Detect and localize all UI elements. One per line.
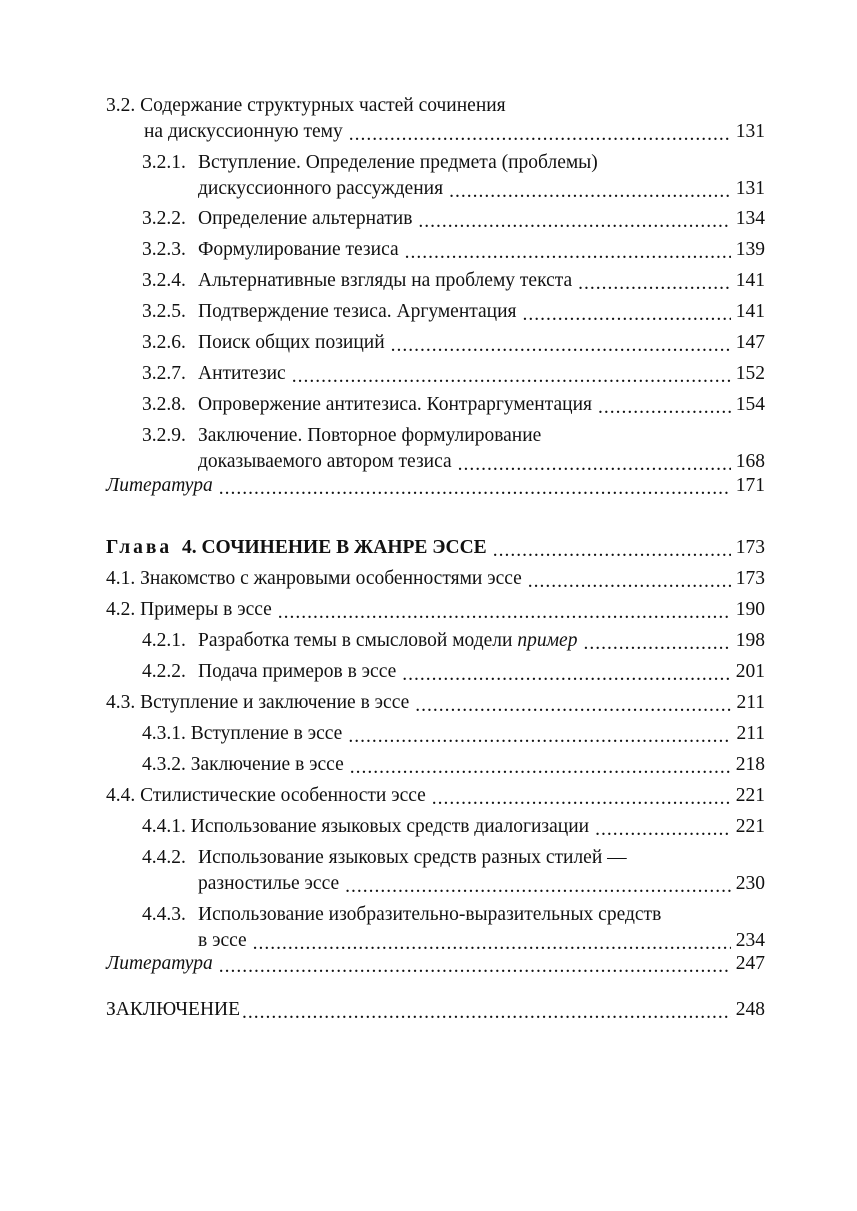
toc-entry[interactable]: [106, 566, 765, 592]
dot-leader: [523, 305, 731, 325]
dot-leader: [405, 243, 731, 263]
entry-title: Примеры в эссе: [140, 599, 272, 620]
page-number: 211: [736, 692, 765, 713]
entry-title: Использование языковых средств разных стилей —: [198, 847, 627, 868]
entry-title-cont: в эссе: [198, 930, 247, 951]
toc-entry[interactable]: [106, 330, 765, 356]
entry-title: Содержание структурных частей сочинения: [140, 95, 506, 116]
entry-number: 4.1.: [106, 568, 136, 589]
page-number: 173: [735, 568, 765, 589]
dot-leader: [349, 125, 731, 145]
entry-number: 3.2.: [106, 95, 136, 116]
entry-number: 4.4.: [106, 785, 136, 806]
toc-entry[interactable]: [106, 628, 765, 654]
page-number: 141: [735, 301, 765, 322]
entry-number: 4.4.1.: [142, 816, 186, 837]
entry-number: 4.2.1.: [142, 630, 186, 651]
toc-entry[interactable]: [106, 721, 765, 747]
dot-leader: [219, 957, 731, 977]
entry-number: 3.2.4.: [142, 270, 186, 291]
entry-number: 4.3.: [106, 692, 136, 713]
dot-leader: [345, 877, 731, 897]
page-number: 190: [735, 599, 765, 620]
page-number: 152: [735, 363, 765, 384]
dot-leader: [350, 758, 731, 778]
page-number: 131: [735, 121, 765, 142]
entry-number: 4.4.2.: [142, 847, 186, 868]
chapter-title: 4. СОЧИНЕНИЕ В ЖАНРЕ ЭССЕ: [181, 537, 487, 558]
entry-title-cont: дискуссионного рассуждения: [198, 178, 444, 199]
toc-entry[interactable]: [106, 423, 765, 475]
dot-leader: [598, 398, 731, 418]
toc-entry[interactable]: [106, 902, 765, 954]
toc-entry[interactable]: [106, 268, 765, 294]
page-number: 201: [735, 661, 765, 682]
toc-entry[interactable]: [106, 783, 765, 809]
page-number: 230: [735, 873, 765, 894]
page-number: 211: [736, 723, 765, 744]
entry-title: Формулирование тезиса: [198, 239, 399, 260]
toc-entry[interactable]: [106, 690, 765, 716]
page-number: 218: [735, 754, 765, 775]
dot-leader: [583, 634, 731, 654]
dot-leader: [391, 336, 731, 356]
entry-title-cont: разностилье эссе: [198, 873, 340, 894]
toc-entry[interactable]: [106, 237, 765, 263]
entry-number: 3.2.5.: [142, 301, 186, 322]
entry-number: 3.2.8.: [142, 394, 186, 415]
entry-title: Разработка темы в смысловой модели: [198, 630, 518, 651]
dot-leader: [242, 1003, 731, 1023]
toc-entry[interactable]: [106, 299, 765, 325]
toc-entry[interactable]: [106, 659, 765, 685]
entry-title: Поиск общих позиций: [198, 332, 385, 353]
toc-entry[interactable]: [106, 597, 765, 623]
entry-number: 3.2.9.: [142, 425, 186, 446]
entry-title: Литература: [106, 475, 213, 496]
page-number: 221: [735, 816, 765, 837]
dot-leader: [418, 212, 731, 232]
page-number: 221: [735, 785, 765, 806]
entry-title: Подача примеров в эссе: [198, 661, 397, 682]
chapter-label: Глава: [106, 537, 173, 558]
entry-number: 4.2.: [106, 599, 136, 620]
entry-title: Вступление в эссе: [190, 723, 343, 744]
entry-number: 4.2.2.: [142, 661, 186, 682]
entry-title: Вступление и заключение в эссе: [140, 692, 410, 713]
entry-title: Знакомство с жанровыми особенностями эссе: [140, 568, 522, 589]
toc-chapter[interactable]: [106, 535, 765, 561]
entry-title: Заключение в эссе: [190, 754, 344, 775]
toc-entry[interactable]: [106, 845, 765, 897]
toc-entry[interactable]: [106, 93, 765, 145]
dot-leader: [578, 274, 731, 294]
entry-title: ЗАКЛЮЧЕНИЕ: [106, 999, 241, 1020]
entry-number: 3.2.1.: [142, 152, 186, 173]
entry-title: Антитезис: [198, 363, 286, 384]
dot-leader: [493, 541, 731, 561]
page-number: 173: [735, 537, 765, 558]
page-number: 248: [735, 999, 765, 1020]
entry-title: Стилистические особенности эссе: [140, 785, 426, 806]
dot-leader: [402, 665, 731, 685]
page-number: 131: [735, 178, 765, 199]
entry-number: 3.2.6.: [142, 332, 186, 353]
page-number: 234: [735, 930, 765, 951]
dot-leader: [595, 820, 731, 840]
page-number: 154: [735, 394, 765, 415]
toc-entry-literature[interactable]: [106, 951, 765, 977]
dot-leader: [219, 479, 731, 499]
entry-title: Вступление. Определение предмета (проблемы): [198, 152, 598, 173]
dot-leader: [348, 727, 731, 747]
dot-leader: [432, 789, 731, 809]
entry-number: 3.2.7.: [142, 363, 186, 384]
toc-entry[interactable]: [106, 392, 765, 418]
toc-entry-literature[interactable]: [106, 473, 765, 499]
entry-number: 4.3.2.: [142, 754, 186, 775]
entry-title: Альтернативные взгляды на проблему текста: [198, 270, 573, 291]
page-number: 141: [735, 270, 765, 291]
toc-entry-conclusion[interactable]: [106, 997, 765, 1023]
entry-title: Подтверждение тезиса. Аргументация: [198, 301, 517, 322]
page-number: 171: [735, 475, 765, 496]
entry-title: Использование языковых средств диалогизации: [190, 816, 590, 837]
dot-leader: [449, 182, 731, 202]
entry-title: Заключение. Повторное формулирование: [198, 425, 542, 446]
entry-title-cont: доказываемого автором тезиса: [198, 451, 452, 472]
entry-title: Опровержение антитезиса. Контраргументация: [198, 394, 592, 415]
entry-title: Определение альтернатив: [198, 208, 413, 229]
toc-entry[interactable]: [106, 752, 765, 778]
dot-leader: [528, 572, 731, 592]
entry-number: 4.3.1.: [142, 723, 186, 744]
page-number: 134: [735, 208, 765, 229]
page-number: 168: [735, 451, 765, 472]
dot-leader: [292, 367, 731, 387]
page-number: 147: [735, 332, 765, 353]
entry-title: Использование изобразительно-выразительных средств: [198, 904, 662, 925]
dot-leader: [458, 455, 731, 475]
entry-number: 3.2.2.: [142, 208, 186, 229]
toc-entry[interactable]: [106, 150, 765, 202]
toc-entry[interactable]: [106, 206, 765, 232]
entry-number: 4.4.3.: [142, 904, 186, 925]
dot-leader: [415, 696, 731, 716]
entry-title-cont: на дискуссионную тему: [144, 121, 343, 142]
toc-entry[interactable]: [106, 814, 765, 840]
entry-title: Литература: [106, 953, 213, 974]
page-number: 198: [735, 630, 765, 651]
page-number: 247: [735, 953, 765, 974]
entry-title-italic: пример: [517, 630, 578, 651]
toc-entry[interactable]: [106, 361, 765, 387]
page-number: 139: [735, 239, 765, 260]
entry-number: 3.2.3.: [142, 239, 186, 260]
dot-leader: [278, 603, 731, 623]
